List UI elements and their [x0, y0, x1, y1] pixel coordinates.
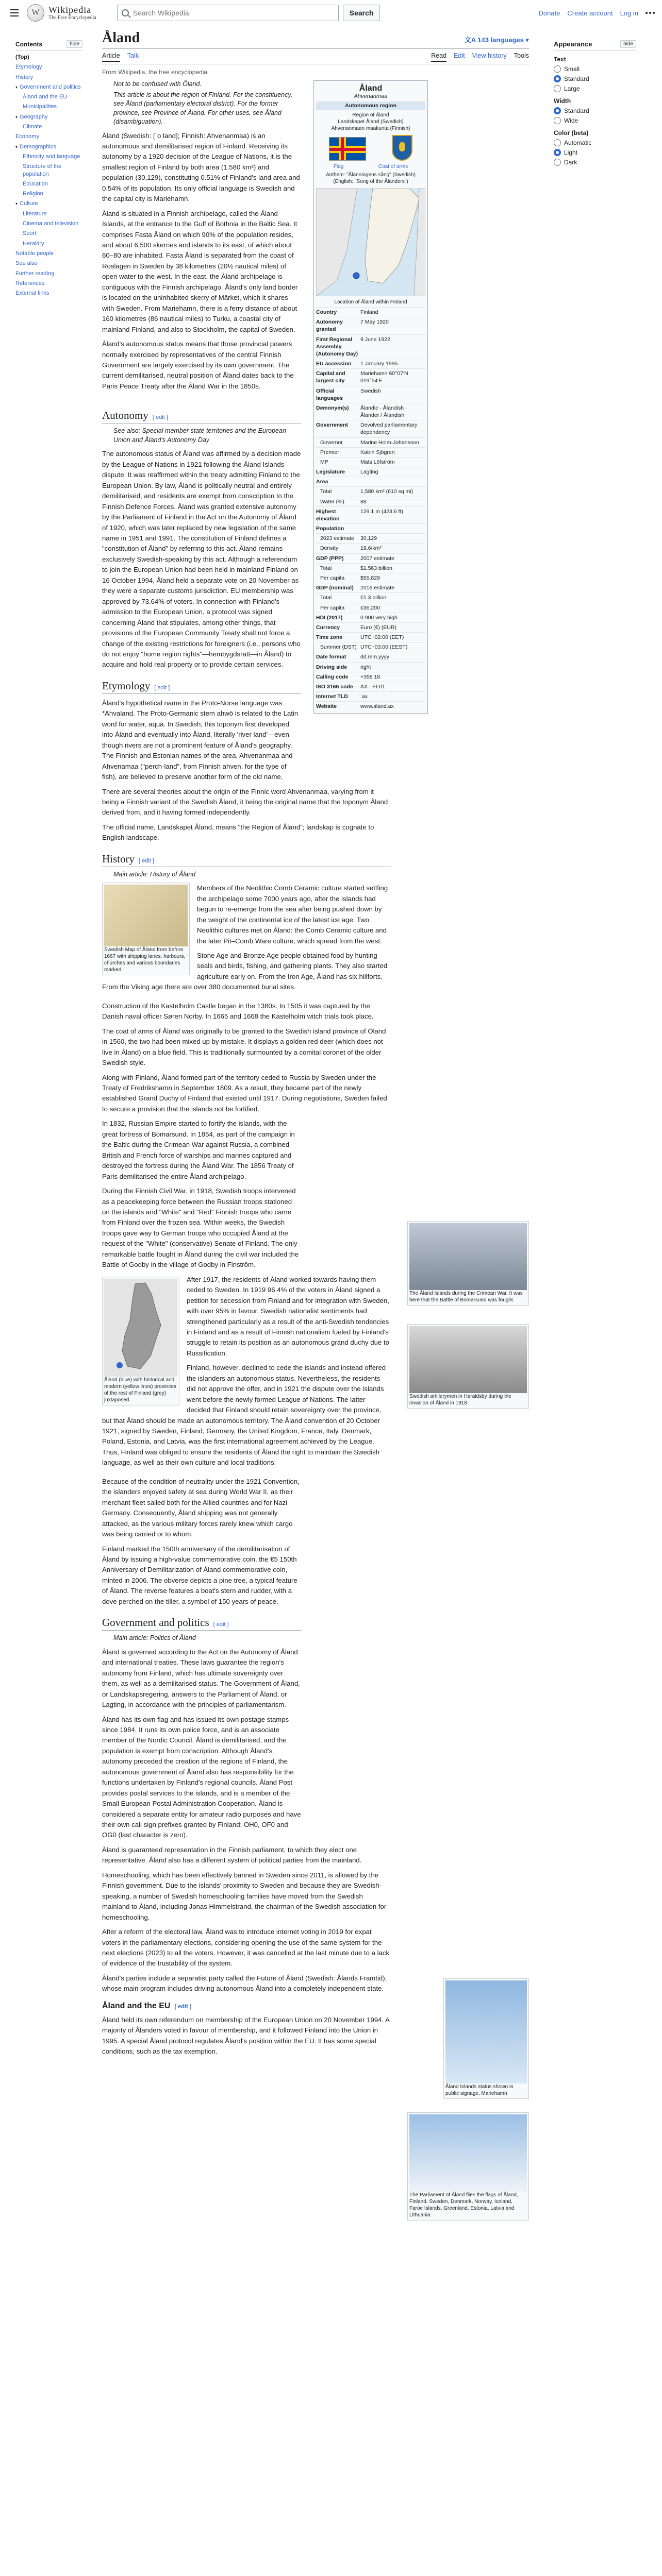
map-image [104, 885, 188, 946]
toc-item[interactable]: ▾ Culture [15, 200, 38, 207]
government-paragraph: Åland has its own flag and has issued its own postage stamps since 1984. It runs its own police force, and is an associate member of the Nordic Council. Åland is demilitarised, and the population is exempt from conscription. Although Åland's autonomy preceded the creation of the regions of Finland, the autonomous government of Åland also has responsibility for the functions undertaken by Finland's regional councils. Åland Post provides postal services to the islands, and is a member of the Small European Postal Administration Cooperation. Åland is considered a separate entity for amateur radio purposes and have their own call sign prefixes granted by Finland: OH0, OF0 and OG0 (last character is zero). [102, 1715, 301, 1839]
text-size-label: Text [554, 56, 566, 63]
infobox-label: Driving side [316, 664, 347, 670]
toc-hide-button[interactable]: hide [67, 40, 82, 48]
government-paragraph: Åland is governed according to the Act on the Autonomy of Åland and international treaties. These laws guarantee the region's autonomy from Finland, which has ultimate sovereignty over them, as well as a demilitarised status. The Government of Åland, or Landskapsregering, answers to the Parliament of Åland, or Lagting, in accordance with the principles of parliamentarism. [102, 1648, 300, 1709]
infobox-value: $55,829 [360, 574, 380, 581]
hatnote: Main article: History of Åland [113, 870, 196, 878]
history-paragraph: During the Finnish Civil War, in 1918, Swedish troops intervened as a peacekeeping force between the Russian troops stationed on the islands and "White" and "Red" Finnish troops who came from Finland over the frozen sea. Within weeks, the Swedish troops gave way to German troops who occupied Åland at the request of the "White" (conservative) Senate of Finland. The only remarkable battle fought in Åland during the civil war included the Battle of Godby in the village of Godby in Finström. [102, 1187, 299, 1269]
width-label: Width [554, 97, 571, 105]
infobox-row [316, 553, 425, 563]
infobox-label: Area [316, 479, 328, 485]
flag-of-aland[interactable] [329, 137, 366, 161]
radio-button[interactable] [554, 149, 561, 156]
radio-button[interactable] [554, 117, 561, 124]
section-heading-government: Government and politics [ edit ] [102, 1616, 301, 1631]
infobox-label: Total [320, 565, 332, 571]
chevron-down-icon[interactable]: ▾ [15, 114, 18, 120]
toc-item[interactable]: History [15, 74, 34, 80]
languages-button[interactable]: 文A 143 languages ▾ [464, 36, 529, 44]
edit-link[interactable]: [ edit ] [139, 857, 154, 864]
appearance-panel [554, 40, 636, 168]
history-paragraph: The coat of arms of Åland was originally to be granted to the Swedish island province of Öland in 1560, the two had been mixed up by mistake. It displays a golden red deer (which does not live in Åland) on a blue field. This is traditionally surmounted by a comital coronet of the older Swedish style. [102, 1027, 386, 1067]
from-wikipedia: From Wikipedia, the free encyclopedia [102, 69, 208, 76]
infobox-value: 2007 estimate [360, 555, 394, 562]
toc-item[interactable]: Economy [15, 133, 39, 140]
radio-option[interactable]: Small [554, 65, 636, 73]
toc-item[interactable]: Religion [23, 191, 43, 197]
tab-edit[interactable]: Edit [454, 52, 465, 59]
figure-caption: Swedish artillerymen in Haraldsby during the invasion of Åland in 1918 [409, 1394, 511, 1406]
infobox-row [316, 672, 425, 682]
infobox-label: First Regional Assembly (Autonomy Day) [316, 336, 358, 357]
radio-option[interactable]: Light [554, 149, 636, 156]
section-heading-history: History [ edit ] [102, 853, 391, 867]
main-menu-icon[interactable] [6, 5, 23, 21]
search-button[interactable]: Search [343, 5, 380, 21]
toc-item[interactable]: References [15, 280, 45, 286]
infobox-label: GDP (nominal) [316, 585, 354, 591]
infobox [313, 80, 428, 714]
toc-item[interactable]: Heraldry [23, 240, 44, 247]
swedish-map-figure[interactable] [102, 883, 190, 975]
infobox-type: Autonomous region [316, 101, 425, 110]
infobox-label: Density [320, 545, 339, 552]
infobox-row [316, 543, 425, 553]
etymology-paragraph: The official name, Landskapet Åland, means "the Region of Åland"; landskap is cognate to English landscape. [102, 823, 374, 842]
infobox-label: Date format [316, 654, 346, 660]
infobox-label: EU accession [316, 361, 352, 367]
infobox-label: Legislature [316, 469, 345, 476]
history-paragraph: Along with Finland, Åland formed part of the territory ceded to Russia by Sweden under the Treaty of Fredrikshamn in September 1809. As a result, they became part of the newly established Grand Duchy of Finland that existed until 1917. During negotiations, Sweden failed to secure a provision that the islands not be fortified. [102, 1073, 387, 1113]
lead-paragraph: Åland (Swedish: [ˈoːland]; Finnish: Ahvenanmaa) is an autonomous and demilitarised region of Finland. Receiving its autonomy by a 1920 decision of the League of Nations, it is the smallest region of Finland by both area (1,580 km²) and population (30,129), constituting 0.51% of Finland's land area and 0.54% of its population. Its only official language is Swedish and the capital city is Mariehamn. [102, 131, 300, 203]
edit-link[interactable]: [ edit ] [154, 684, 170, 691]
toc-item[interactable]: (Top) [15, 54, 29, 60]
infobox-value: €1.3 billion [360, 595, 387, 601]
infobox-label: ISO 3166 code [316, 683, 353, 690]
section-heading-aland-eu: Åland and the EU [ edit ] [102, 2001, 192, 2010]
donate-link[interactable]: Donate [538, 9, 560, 17]
infobox-label: Water (%) [320, 498, 344, 505]
top-header [0, 0, 662, 26]
infobox-value: UTC+02:00 (EET) [360, 634, 404, 641]
wikipedia-globe-icon: W [27, 4, 44, 22]
radio-option[interactable]: Large [554, 85, 636, 92]
autonomy-paragraph: The autonomous status of Åland was affirmed by a decision made by the League of Nations in 1921 following the Åland Islands dispute. It was reaffirmed within the treaty admitting Finland to the European Union. By law, Åland is politically neutral and entirely demilitarised, and residents are exempt from conscription to the Finnish Defence Forces. Åland was granted extensive autonomy by the Parliament of Finland in the Act on the Autonomy of Åland of 1920, which was later replaced by new legislation of the same name in 1951 and 1991. The constitution of Finland defines a "constitution of Åland" by referring to this act. Åland remains exclusively Swedish-speaking by this act. Although a referendum to join the European Union had been held in mainland Finland on 16 October 1994, Åland held a separate vote on 20 November as they were a separate customs jurisdiction. EU membership was approved by 73.64% of voters. In connection with Finland's admission to the European Union, a protocol was signed concerning Åland that stipulates, among other things, that provisions of the European Community Treaty shall not force a change of the existing restrictions for foreigners (i.e., persons who do not enjoy "home region rights"—hembygdsrätt—in Åland) to acquire and hold real property or to provide certain services. [102, 450, 301, 669]
section-heading-etymology: Etymology [ edit ] [102, 680, 301, 694]
toc-item[interactable]: Municipalities [23, 104, 57, 110]
infobox-label: Total [320, 595, 332, 601]
infobox-label: Country [316, 309, 337, 315]
eu-paragraph: Åland held its own referendum on membership of the European Union on 20 November 1994. A majority of Ålanders voted in favour of membership, and it followed Finland into the Union in 1995. A special Åland protocol regulates Åland's position within the EU. It has some special conditions, such as the tax exemption. [102, 2015, 390, 2056]
infobox-row [316, 457, 425, 467]
infobox-value: 0.900 very high [360, 614, 398, 621]
chevron-down-icon[interactable]: ▾ [15, 84, 18, 90]
toc-item[interactable]: ▾ Geography [15, 113, 48, 120]
infobox-value: 7 May 1920 [360, 319, 389, 326]
radio-option[interactable]: Standard [554, 75, 636, 82]
infobox-label: GDP (PPP) [316, 555, 344, 562]
tab-read[interactable]: Read [431, 52, 446, 62]
history-paragraph: Members of the Neolithic Comb Ceramic culture started settling the archipelago some 7000 years ago, after the islands had begun to re-emerge from the sea after being pushed down by the weight of the continental ice of the latest ice age. Two Neolithic cultures met on Åland: the Comb Ceramic culture and the later Pit–Comb Ware culture, which spread from the west. [197, 884, 388, 945]
infobox-label: MP [320, 459, 328, 465]
figure-caption: Åland (blue) with historical and modern (yellow lines) provinces of the rest of Finland (grey) juxtaposed. [104, 1377, 177, 1403]
hatnote: Not to be confused with Öland. [113, 80, 202, 88]
table-of-contents [15, 40, 82, 299]
infobox-label: Time zone [316, 634, 343, 641]
toc-item[interactable]: Åland and the EU [23, 94, 68, 100]
figure-caption: Åland Islands status shown in public signage, Mariehamn [445, 2084, 514, 2096]
logo-tagline: The Free Encyclopedia [48, 15, 96, 21]
lead-paragraph: Åland is situated in a Finnish archipelago, called the Åland Islands, at the entrance to the Gulf of Bothnia in the Baltic Sea. It comprises Fasta Åland on which 90% of the population resides, and about 6,500 skerries and islands to its east, of which about 60–80 are inhabited. Fasta Åland is separated from the coast of Roslagen in Sweden by 38 kilometres (20½ nautical miles) of open water to the west. In the east, the Åland archipelago is contiguous with the Finnish archipelago. Åland's only land border is located on the uninhabited skerry of Märket, which it shares with Sweden. From Mariehamn, there is a ferry distance of about 160 kilometres (86 nautical miles) to Turku, a coastal city of mainland Finland, and also to Stockholm, the capital of Sweden. [102, 209, 298, 333]
infobox-value: 30,129 [360, 535, 377, 542]
infobox-label: Official languages [316, 387, 343, 401]
bomarsund-image [409, 1223, 527, 1290]
toc-item[interactable]: Literature [23, 210, 47, 217]
infobox-value: 9 June 1922 [360, 336, 390, 343]
figure-caption: The Åland Islands during the Crimean War. It was here that the Battle of Bomarsund was fought. [409, 1291, 523, 1303]
infobox-value: AX · FI-01 [360, 683, 385, 690]
infobox-label: Internet TLD [316, 693, 348, 700]
infobox-row [316, 682, 425, 691]
infobox-label: Population [316, 526, 344, 532]
infobox-label: Per capita [320, 604, 345, 611]
infobox-row [316, 691, 425, 701]
hatnote: This article is about the region of Finland. For the constituency, see Åland (parliamentary electoral district). For the former province, see Province of Åland. For other uses, see Åland (disambiguation). [113, 91, 293, 125]
infobox-label: Website [316, 703, 337, 710]
infobox-row [316, 437, 425, 447]
toc-item[interactable]: Cinema and television [23, 221, 79, 227]
search-icon [122, 9, 129, 16]
toc-item[interactable]: Further reading [15, 270, 55, 277]
infobox-value: Ålandic · Ålandish · Ålander / Ålandish [360, 404, 407, 419]
radio-button[interactable] [554, 107, 561, 114]
infobox-row [316, 652, 425, 662]
government-paragraph: Homeschooling, which has been effectively banned in Sweden since 2011, is allowed by the Finnish government. Due to the islands' proximity to Sweden and because they are Swedish-speaking, a number of Swedish homeschooling families have moved from the Swedish mainland to Åland, including Jonas Himmelstrand, the chairman of the Swedish association for homeschooling. [102, 1871, 387, 1921]
history-paragraph: In 1832, Russian Empire started to fortify the islands, with the great fortress of Bomarsund. In 1854, as part of the campaign in the Baltic during the Crimean War against Russia, a combined British and French force of warships and marines captured and destroyed the fortress during the Åland War. The 1856 Treaty of Paris demilitarised the entire Åland archipelago. [102, 1120, 295, 1180]
toc-item[interactable]: Notable people [15, 250, 54, 257]
tab-view-history[interactable]: View history [472, 52, 507, 59]
infobox-value: 1 January 1995 [360, 361, 398, 367]
parliament-flags-image [409, 2114, 527, 2192]
edit-link[interactable]: [ edit ] [152, 414, 168, 421]
infobox-value: Lagting [360, 469, 378, 476]
location-map[interactable] [316, 188, 425, 296]
infobox-value: 19.6/km² [360, 545, 382, 552]
infobox-row [316, 334, 425, 359]
hatnote: See also: Special member state territories and the European Union and Åland's Autonomy Day [113, 427, 286, 444]
chevron-down-icon[interactable]: ▾ [15, 201, 18, 207]
infobox-row [316, 403, 425, 420]
infobox-value: 2016 estimate [360, 585, 394, 591]
infobox-row [316, 447, 425, 457]
tab-talk[interactable]: Talk [127, 52, 139, 59]
infobox-value [360, 525, 425, 532]
flagpole-figure[interactable] [443, 1978, 529, 2099]
edit-link[interactable]: [ edit ] [213, 1621, 229, 1628]
infobox-value: 88 [360, 498, 367, 505]
toc-item[interactable]: ▾ Government and politics [15, 83, 81, 90]
figure-caption: The Parliament of Åland flies the flags of Åland, Finland, Sweden, Denmark, Norway, Iceland, Faroe Islands, Greenland, Estonia, Latvia and Lithuania [409, 2192, 518, 2218]
toc-item[interactable]: Education [23, 180, 48, 187]
finland-map-figure[interactable] [102, 1277, 179, 1405]
page-title: Åland [102, 30, 140, 46]
radio-option[interactable]: Dark [554, 159, 636, 166]
infobox-value: .ax [360, 693, 368, 700]
infobox-row [316, 523, 425, 533]
infobox-row [316, 583, 425, 592]
history-paragraph: After 1917, the residents of Åland worked towards having them ceded to Sweden. In 1919 96.4% of the voters in Åland signed a petition for secession from Finland and for integration with Sweden, with over 95% in favour. Swedish nationalist sentiments had strengthened particularly as a result of the anti-Swedish tendencies in Finland and as a result of Finnish nationalism fueled by Finland's struggle to retain its position as an autonomous grand duchy due to Russification. [187, 1275, 389, 1357]
infobox-label: Capital and largest city [316, 370, 345, 384]
flagpole-image [445, 1980, 527, 2083]
infobox-official-name: Region of Åland Landskapet Åland (Swedish) Ahvenanmaan maakunta (Finnish) [331, 112, 410, 131]
infobox-label: Per capita [320, 574, 345, 581]
infobox-value: 129.1 m (423.6 ft) [360, 508, 403, 515]
infobox-value: Euro (€) (EUR) [360, 624, 397, 631]
radio-button[interactable] [554, 75, 561, 82]
government-paragraph: Åland is guaranteed representation in the Finnish parliament, to which they elect one representative. Åland also has a different system of political parties from the mainland. [102, 1845, 362, 1865]
infobox-label: Demonym(s) [316, 404, 349, 411]
infobox-value: 1,580 km² (610 sq mi) [360, 488, 413, 495]
infobox-row [316, 603, 425, 613]
edit-link[interactable]: [ edit ] [174, 2003, 192, 2010]
infobox-label: HDI (2017) [316, 614, 343, 621]
infobox-value: dd.mm.yyyy [360, 654, 390, 660]
tab-tools[interactable]: Tools [514, 52, 529, 59]
artillery-image [409, 1326, 527, 1393]
chevron-down-icon[interactable]: ▾ [15, 144, 18, 149]
color-label: Color (beta) [554, 129, 589, 137]
parliament-flags-figure[interactable] [407, 2112, 529, 2221]
wikipedia-logo[interactable] [27, 4, 96, 22]
flag-caption[interactable]: Flag [333, 164, 344, 170]
infobox-label: Calling code [316, 673, 349, 680]
infobox-value [360, 478, 425, 485]
radio-button[interactable] [554, 139, 561, 146]
infobox-row [316, 506, 425, 523]
toc-title: Contents [15, 40, 42, 48]
infobox-value: Katrin Sjögren [360, 449, 395, 455]
infobox-value: $1.563 billion [360, 565, 392, 571]
appearance-title: Appearance [554, 40, 592, 48]
infobox-value: +358 18 [360, 673, 380, 680]
toc-item[interactable]: Structure of the population [23, 163, 62, 177]
hatnote: Main article: Politics of Åland [113, 1634, 196, 1642]
radio-button[interactable] [554, 85, 561, 92]
map-caption: Location of Åland within Finland [334, 299, 407, 305]
infobox-row [316, 497, 425, 506]
toc-item[interactable]: Climate [23, 124, 42, 130]
infobox-title: Åland [359, 84, 383, 93]
toc-item[interactable]: External links [15, 290, 49, 297]
infobox-row [316, 642, 425, 652]
coat-of-arms-icon[interactable] [392, 135, 412, 161]
artillery-figure[interactable] [407, 1324, 529, 1409]
infobox-row [316, 632, 425, 642]
etymology-paragraph: Åland's hypothetical name in the Proto-Norse language was *Ahvaland. The Proto-Germanic stem ahwō is related to the Latin word for water, aqua. In Swedish, this toponym first developed into Áland and eventually into Åland, literally 'river land'—even though rivers are not a prominent feature of Åland's geography. The Finnish and Estonian names of the area, Ahvenanmaa and Ahvenamaa ("perch-land", from Finnish ahven, for the type of fish), are believed to preserve another form of the old name. [102, 699, 299, 781]
toc-item[interactable]: Ethnicity and language [23, 153, 80, 160]
infobox-value: right [360, 664, 371, 670]
infobox-row [316, 486, 425, 496]
etymology-paragraph: There are several theories about the origin of the Finnic word Ahvenanmaa, varying from it being a Finnish variant of the Swedish Åland, it being the original name that the toponym Åland derived from, and it having formed independently. [102, 787, 388, 817]
infobox-value: Marine Holm-Johansson [360, 439, 419, 446]
search-input[interactable] [133, 9, 308, 17]
infobox-row [316, 533, 425, 543]
create-account-link[interactable]: Create account [567, 9, 613, 17]
infobox-label: Highest elevation [316, 508, 340, 522]
radio-option[interactable]: Standard [554, 107, 636, 114]
appearance-hide-button[interactable]: hide [620, 40, 636, 48]
infobox-value: Devolved parliamentary dependency [360, 422, 418, 436]
infobox-row [316, 317, 425, 334]
finland-map-image [104, 1279, 177, 1377]
figure-caption: Swedish Map of Åland from before 1667 with shipping lanes, harbours, churches and various boundaries marked [104, 947, 186, 973]
infobox-row [316, 420, 425, 437]
radio-option[interactable]: Wide [554, 117, 636, 124]
infobox-row [316, 368, 425, 385]
history-paragraph: Because of the condition of neutrality under the 1921 Convention, the islanders enjoyed safety at sea during World War II, as their merchant fleet sailed both for the Allied countries and for Nazi Germany. Consequently, Åland shipping was not generally attacked, as the various military forces rarely knew which cargo was being carried or to whom. [102, 1477, 300, 1538]
toc-item[interactable]: Etymology [15, 64, 42, 71]
bomarsund-figure[interactable] [407, 1221, 529, 1306]
logo-title: Wikipedia [48, 5, 92, 15]
lead-paragraph: Åland's autonomous status means that those provincial powers normally exercised by representatives of the central Finnish Government are largely exercised by its own government. The current demilitarised, neutral position of Åland dates back to the Paris Peace Treaty after the Åland War in the 1850s. [102, 340, 294, 390]
infobox-value: www.aland.ax [360, 703, 394, 710]
history-paragraph: Finland marked the 150th anniversary of the demilitarisation of Åland by issuing a high-value commemorative coin, the €5 150th Anniversary of Demilitarization of Åland commemorative coin, minted in 2006. The obverse depicts a pine tree, a typical feature of Åland. The reverse features a boat's stern and rudder, with a dove perched on the tiller, a symbol of 150 years of peace. [102, 1545, 297, 1605]
infobox-value: Mats Löfström [360, 459, 395, 465]
infobox-row [316, 386, 425, 403]
toc-item[interactable]: See also [15, 260, 38, 267]
infobox-row [316, 573, 425, 583]
history-paragraph: Stone Age and Bronze Age people obtained food by hunting seals and birds, fishing, and gathering plants. They also started agriculture early on. From the Iron Age, Åland has six hillforts. From the Viking age there are over 380 documented burial sites. [102, 952, 388, 991]
infobox-row [316, 307, 425, 317]
infobox-row [316, 662, 425, 672]
infobox-label: Autonomy granted [316, 319, 343, 333]
toc-item[interactable]: ▾ Demographics [15, 143, 56, 150]
infobox-label: Premier [320, 449, 339, 455]
infobox-value: Finland [360, 309, 378, 315]
page-tabs [102, 49, 529, 64]
infobox-native-name: Ahvenanmaa [354, 93, 388, 99]
infobox-label: Governor [320, 439, 343, 446]
coat-of-arms-caption[interactable]: Coat of arms [378, 164, 408, 170]
infobox-label: Total [320, 488, 332, 495]
toc-item[interactable]: Sport [23, 230, 37, 237]
history-paragraph: Construction of the Kastelholm Castle began in the 1380s. In 1505 it was captured by the Danish naval officer Søren Norby. In 1665 and 1668 the Kastelholm witch trials took place. [102, 1002, 374, 1021]
more-options-icon[interactable] [646, 12, 656, 14]
infobox-label: Government [316, 422, 348, 429]
infobox-label: Summer (DST) [320, 644, 357, 651]
government-paragraph: Åland's parties include a separatist party called the Future of Åland (Swedish: Ålands Framtid), whose main program includes driving autonomous Åland into a completely independent state. [102, 1974, 387, 1993]
infobox-row [316, 701, 425, 711]
infobox-value: €36,200 [360, 604, 380, 611]
infobox-row [316, 467, 425, 477]
radio-button[interactable] [554, 159, 561, 166]
infobox-value: Mariehamn 60°07′N 019°54′E [360, 370, 408, 384]
infobox-row [316, 477, 425, 486]
search-box [117, 5, 339, 21]
infobox-value: UTC+03:00 (EEST) [360, 644, 408, 651]
infobox-row [316, 359, 425, 368]
infobox-row [316, 592, 425, 602]
radio-button[interactable] [554, 65, 561, 73]
infobox-label: 2023 estimate [320, 535, 354, 542]
infobox-row [316, 613, 425, 622]
radio-option[interactable]: Automatic [554, 139, 636, 146]
infobox-row [316, 563, 425, 573]
infobox-value: Swedish [360, 387, 381, 394]
history-paragraph: Finland, however, declined to cede the islands and instead offered the islanders an autonomous status. Nevertheless, the residents did not approve the offer, and in 1921 the dispute over the islands went before the newly formed League of Nations. The latter decided that Finland should retain sovereignty over the province, but that Åland should be made an autonomous territory. The Åland convention of 20 October 1921, signed by Sweden, Finland, Germany, the United Kingdom, France, Italy, Denmark, Poland, Estonia, and Latvia, was the first international agreement achieved by the League. Thus, Finland was obliged to ensure the residents of Åland the right to maintain the Swedish language, as well as their own culture and local traditions. [102, 1364, 386, 1467]
infobox-row [316, 622, 425, 632]
government-paragraph: After a reform of the electoral law, Åland was to introduce internet voting in 2019 for expat voters in the parliamentary elections, considering opening the use of the same system for the next elections (2023) to all the voters. However, it was cancelled at the last minute due to a lack of evidence of the trustability of the system. [102, 1928, 390, 1968]
section-heading-autonomy: Autonomy [ edit ] [102, 409, 301, 423]
infobox-label: Currency [316, 624, 340, 631]
tab-article[interactable]: Article [102, 52, 120, 62]
log-in-link[interactable]: Log in [620, 9, 638, 17]
anthem: Anthem: "Ålänningens sång" (Swedish) (English: "Song of the Ålanders") [326, 172, 416, 184]
